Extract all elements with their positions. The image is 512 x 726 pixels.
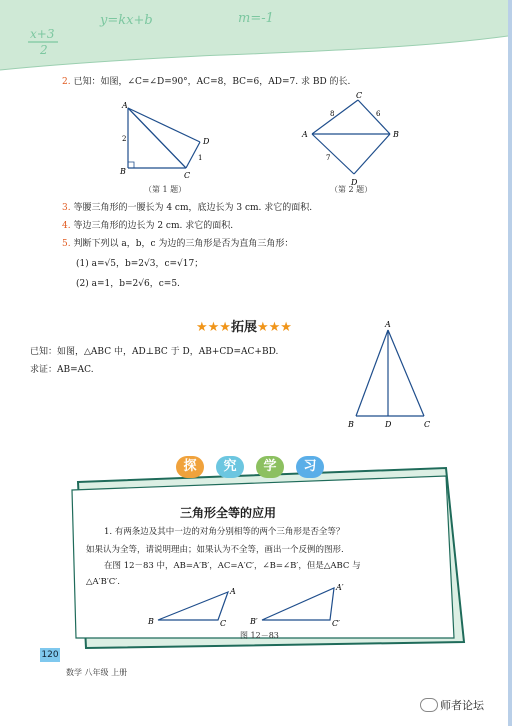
- exp-label-B: B: [148, 617, 154, 626]
- problem-5-text: 判断下列以 a，b，c 为边的三角形是否为直角三角形：: [73, 239, 294, 249]
- stars-left: ★★★: [196, 320, 231, 335]
- problem-4: [62, 220, 233, 232]
- problem-2-text: 已知：如图，∠C=∠D=90°，AC=8，BC=6，AD=7. 求 BD 的长.: [73, 77, 351, 87]
- extension-line-1: 已知：如图，△ABC 中，AD⊥BC 于 D，AB+CD=AC+BD.: [30, 347, 279, 357]
- figure-1-caption: （第 1 题）: [144, 185, 187, 194]
- explore-figure: [146, 582, 366, 628]
- explore-line-1: 1. 有两条边及其中一边的对角分别相等的两个三角形是否全等？: [104, 527, 345, 537]
- fig2-label-C: C: [356, 91, 363, 100]
- fig2-side-6: 6: [376, 110, 381, 118]
- fig1-label-A: A: [122, 101, 128, 110]
- problem-5-part-1: (1) a=√5，b=2√3，c=√17；: [76, 259, 204, 269]
- problem-3: [62, 202, 312, 214]
- extension-figure: [340, 316, 440, 432]
- fig1-side-1: 1: [198, 154, 203, 162]
- problem-5: [62, 238, 293, 250]
- header-formula-1-denominator: 2: [40, 43, 48, 57]
- ext-label-A: A: [385, 320, 391, 329]
- ext-label-D: D: [385, 420, 392, 429]
- problem-3-number: 3.: [62, 203, 71, 213]
- header-formula-2: y=kx+b: [100, 13, 153, 28]
- fig2-label-B: B: [393, 130, 399, 139]
- problem-2-number: 2.: [62, 77, 71, 87]
- fig1-side-2: 2: [122, 135, 127, 143]
- fig2-side-7: 7: [326, 154, 331, 162]
- extension-line-2: 求证：AB=AC.: [30, 365, 94, 375]
- header-banner: [0, 0, 508, 72]
- pill-4: 习: [296, 456, 324, 478]
- extension-heading: [196, 316, 292, 335]
- header-formula-1: x+3: [30, 27, 55, 41]
- explore-line-2: 如果认为全等，请说明理由；如果认为不全等，画出一个反例的图形.: [86, 545, 344, 555]
- ext-label-B: B: [348, 420, 354, 429]
- explore-line-3: 在图 12－83 中，AB=A′B′，AC=A′C′，∠B=∠B′，但是△ABC 与: [104, 561, 361, 571]
- figure-2-caption: （第 2 题）: [330, 185, 373, 194]
- stars-right: ★★★: [256, 320, 292, 335]
- exp-label-A: A: [230, 587, 236, 596]
- exp-label-C2: C′: [332, 619, 340, 628]
- explore-figure-caption: 图 12－83: [240, 631, 279, 640]
- pill-2: 究: [216, 456, 244, 478]
- problem-4-text: 等边三角形的边长为 2 cm. 求它的面积.: [73, 221, 234, 231]
- exp-label-A2: A′: [336, 583, 344, 592]
- fig2-label-A: A: [302, 130, 308, 139]
- fig2-side-8: 8: [330, 110, 335, 118]
- fig1-label-D: D: [203, 137, 210, 146]
- figure-2: [296, 88, 416, 192]
- book-title: 数学 八年级 上册: [66, 668, 128, 677]
- problem-4-number: 4.: [62, 221, 71, 231]
- exp-label-C: C: [220, 619, 227, 628]
- header-formula-3: m=-1: [238, 11, 274, 26]
- problem-2: [62, 76, 350, 88]
- fig1-label-B: B: [120, 167, 126, 176]
- exp-label-B2: B′: [250, 617, 258, 626]
- watermark: 师者论坛: [440, 699, 484, 712]
- explore-card-title: 三角形全等的应用: [180, 506, 277, 520]
- ext-label-C: C: [424, 420, 431, 429]
- problem-5-number: 5.: [62, 239, 71, 249]
- fig1-label-C: C: [184, 171, 191, 180]
- page-edge: [508, 0, 512, 726]
- pill-3: 学: [256, 456, 284, 478]
- page-number: 120: [41, 650, 59, 660]
- fig2-label-D: D: [351, 178, 358, 187]
- problem-3-text: 等腰三角形的一腰长为 4 cm，底边长为 3 cm. 求它的面积.: [73, 203, 313, 213]
- pill-1: 探: [176, 456, 204, 478]
- figure-1: [112, 98, 222, 182]
- wechat-icon: [420, 698, 438, 712]
- explore-banner: [170, 456, 330, 480]
- extension-title: 拓展: [230, 320, 257, 335]
- explore-line-4: △A′B′C′.: [86, 577, 120, 587]
- problem-5-part-2: (2) a=1，b=2√6，c=5.: [76, 279, 180, 289]
